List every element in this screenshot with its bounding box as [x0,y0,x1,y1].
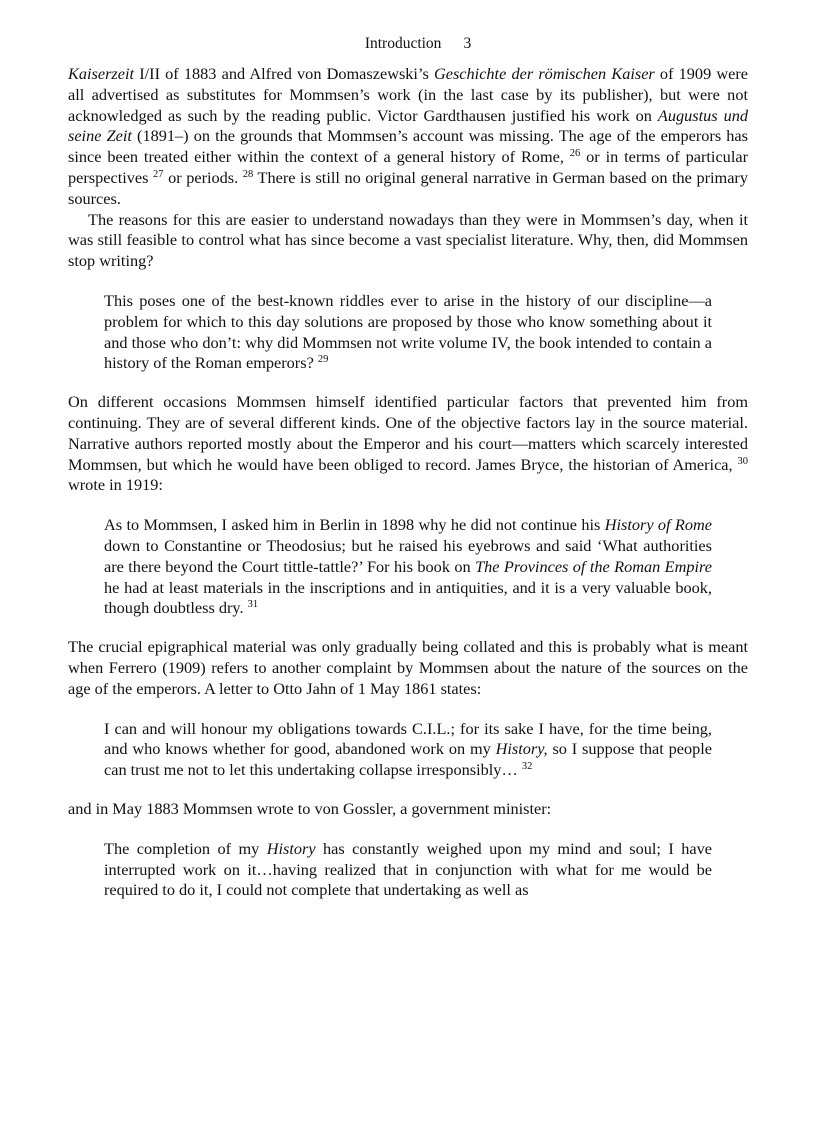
text-run: or in terms of particular perspectives [68,147,748,187]
title-geschichte: Geschichte der römischen Kaiser [433,64,655,83]
title-provinces: The Provinces of the Roman Empire [475,556,712,576]
paragraph-2: The reasons for this are easier to understand nowadays than they were in Mommsen’s day, when it was still feasible to control what has since become a vast specialist literature. Why, then, did Mommsen stop writing? [68,209,748,271]
quote-text: This poses one of the best-known riddles ever to arise in the history of our discipline—a problem for which to this day solutions are proposed by those who know something about it and those who don’t: why did Mommsen not write volume IV, the book intended to contain a history of the Roman emperors? [104,290,712,373]
footnote-ref-27: 27 [153,168,164,180]
footnote-ref-28: 28 [242,168,254,180]
title-kaiserzeit: Kaiserzeit [68,64,135,83]
paragraph-3 [68,392,748,496]
block-quote-2 [104,515,712,619]
quote-text: down to Constantine or Theodosius; but he raised his eyebrows and said ‘What authorities are there beyond the Court tittle-tattle?’ For his book on [104,535,712,576]
page-number: 3 [463,35,472,52]
footnote-ref-31: 31 [247,599,259,611]
text-run: of 1909 were all advertised as substitutes for Mommsen’s work (in the last case by its publisher), but were not acknowledged as such by the reading public. Victor Gardthausen justified his work on [68,64,749,125]
footnote-ref-32: 32 [521,761,533,773]
footnote-ref-29: 29 [317,354,329,366]
quote-text: has constantly weighed upon my mind and soul; I have interrupted work on it…having realized that in conjunction with what for me would be required to do it, I could not complete that undertaking as well as [104,838,712,900]
running-header [88,34,748,54]
quote-text: As to Mommsen, I asked him in Berlin in 1898 why he did not continue his [104,515,605,535]
quote-text: he had at least materials in the inscriptions and in antiquities, and it is a very valuable book, though doubtless dry. [104,577,712,618]
paragraph-1 [68,64,748,210]
text-run: On different occasions Mommsen himself identified particular factors that prevented him from continuing. They are of several different kinds. One of the objective factors lay in the source material. Narrative authors reported mostly about the Emperor and his court—matters which scarcely interested Mommsen, but which he would have been obliged to record. James Bryce, the historian of America, [68,392,748,474]
text-run: wrote in 1919: [68,475,163,495]
footnote-ref-26: 26 [569,148,581,160]
quote-text: The completion of my [104,838,267,858]
text-run: There is still no original general narrative in German based on the primary sources. [68,167,748,208]
text-run: I/II of 1883 and Alfred von Domaszewski’s [134,64,434,83]
paragraph-4: The crucial epigraphical material was only gradually being collated and this is probably what is meant when Ferrero (1909) refers to another complaint by Mommsen about the nature of the sources on the age of the emperors. A letter to Otto Jahn of 1 May 1861 states: [68,637,748,698]
book-page [68,34,748,901]
quote-text: so I suppose that people can trust me not to let this undertaking collapse irresponsibly… [104,739,713,780]
title-augustus: Augustus und seine Zeit [68,105,748,146]
quote-text: I can and will honour my obligations towards C.I.L.; for its sake I have, for the time being, and who knows whether for good, abandoned work on my [104,718,712,759]
paragraph-5: and in May 1883 Mommsen wrote to von Gossler, a government minister: [68,798,552,818]
header-title: Introduction [364,35,442,52]
title-history-2: History [266,838,316,858]
title-history: History, [495,739,548,759]
text-run: or periods. [163,167,243,187]
block-quote-3 [104,719,712,781]
footnote-ref-30: 30 [737,455,748,467]
title-history-of-rome: History of Rome [604,515,712,535]
text-run: (1891–) on the grounds that Mommsen’s account was missing. The age of the emperors has since been treated either within the context of a general history of Rome, [68,126,748,167]
block-quote-4 [104,839,712,901]
block-quote-1 [104,291,712,374]
